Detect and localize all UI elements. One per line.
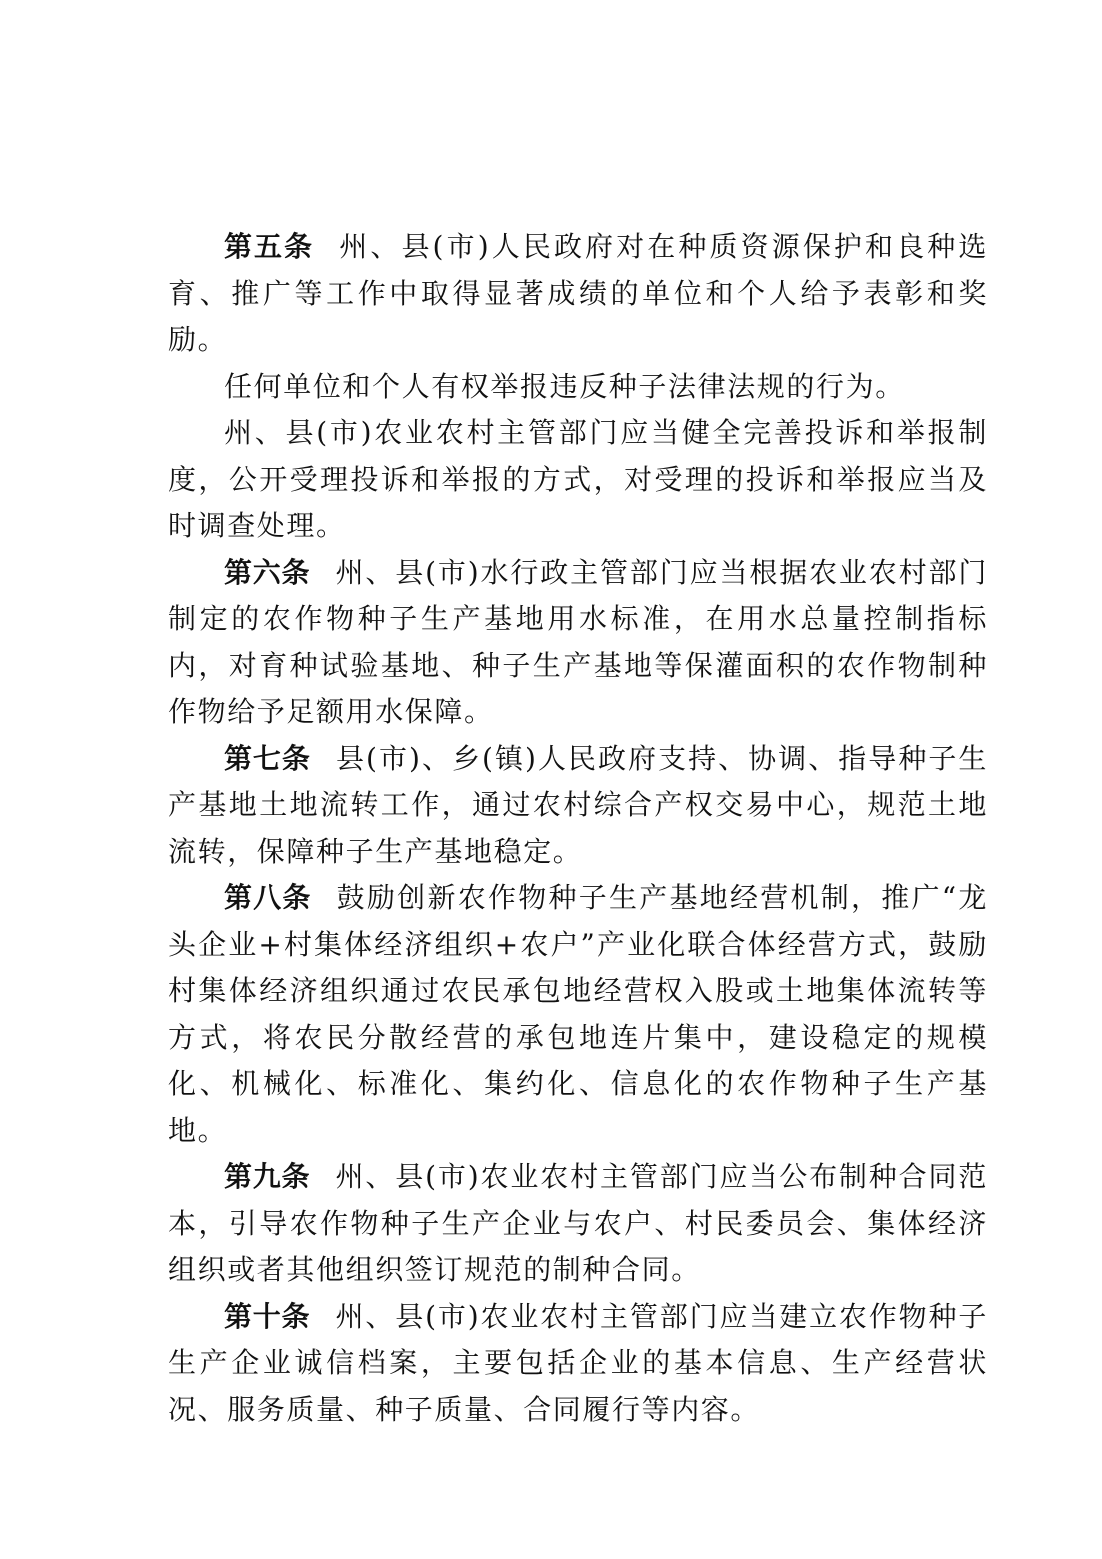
article-7-paragraph (168, 736, 988, 876)
article-5-paragraph-2: 任何单位和个人有权举报违反种子法律法规的行为。 (224, 369, 905, 403)
article-6-paragraph (168, 550, 988, 736)
article-7-text: 县(市)、乡(镇)人民政府支持、协调、指导种子生产基地土地流转工作，通过农村综合产权交易中心，规范土地流转，保障种子生产基地稳定。 (168, 741, 988, 868)
article-6-text: 州、县(市)水行政主管部门应当根据农业农村部门制定的农作物种子生产基地用水标准，在用水总量控制指标内，对育种试验基地、种子生产基地等保灌面积的农作物制种作物给予足额用水保障。 (168, 555, 988, 728)
article-5-paragraph-3: 州、县(市)农业农村主管部门应当健全完善投诉和举报制度，公开受理投诉和举报的方式，对受理的投诉和举报应当及时调查处理。 (168, 416, 988, 542)
article-5-paragraph (168, 224, 988, 364)
article-6-heading: 第六条 (224, 555, 311, 589)
article-7-heading: 第七条 (224, 741, 311, 775)
article-5-text: 州、县(市)人民政府对在种质资源保护和良种选育、推广等工作中取得显著成绩的单位和个人给予表彰和奖励。 (168, 230, 988, 356)
article-8-paragraph (168, 875, 988, 1154)
article-8-heading: 第八条 (224, 881, 312, 914)
article-10-text: 州、县(市)农业农村主管部门应当建立农作物种子生产企业诚信档案，主要包括企业的基本信息、生产经营状况、服务质量、种子质量、合同履行等内容。 (168, 1299, 988, 1426)
article-5-heading: 第五条 (224, 230, 315, 263)
article-10-heading: 第十条 (224, 1299, 311, 1333)
article-9-text: 州、县(市)农业农村主管部门应当公布制种合同范本，引导农作物种子生产企业与农户、村民委员会、集体经济组织或者其他组织签订规范的制种合同。 (168, 1160, 988, 1286)
article-9-heading: 第九条 (224, 1160, 311, 1193)
article-9-paragraph (168, 1154, 988, 1294)
article-8-text: 鼓励创新农作物种子生产基地经营机制，推广“龙头企业+村集体经济组织+农户”产业化联合体经营方式，鼓励村集体经济组织通过农民承包地经营权入股或土地集体流转等方式，将农民分散经营的承包地连片集中，建设稳定的规模化、机械化、标准化、集约化、信息化的农作物种子生产基地。 (168, 881, 988, 1147)
document-page (168, 224, 988, 1433)
article-10-paragraph (168, 1294, 988, 1434)
